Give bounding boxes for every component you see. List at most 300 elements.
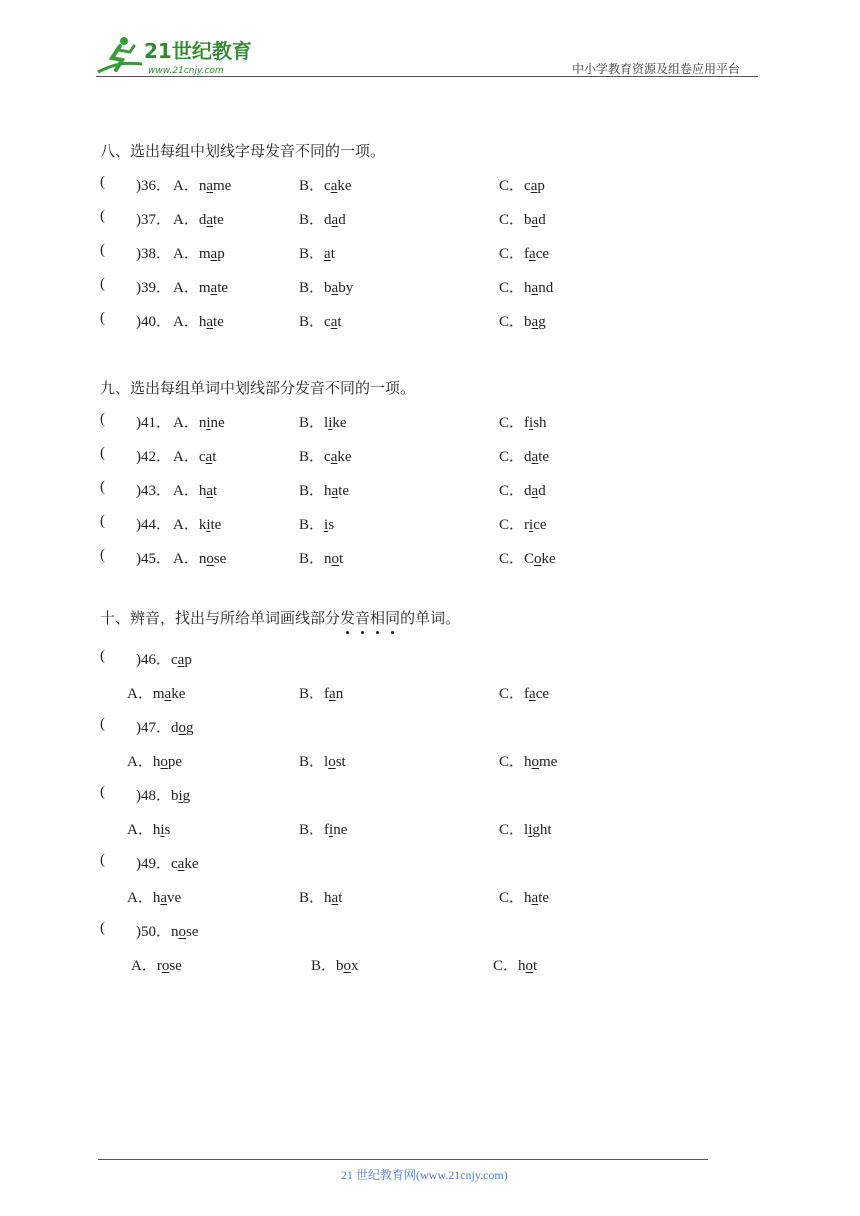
emphasis-char: 相: [370, 611, 386, 627]
option-b[interactable]: [299, 276, 353, 297]
word-prefix: b: [524, 212, 532, 228]
answer-blank-paren: (: [100, 852, 105, 868]
option-label: C．: [499, 517, 525, 533]
answer-blank-paren: (: [100, 242, 105, 258]
underlined-letter: i: [206, 415, 211, 431]
word-suffix: by: [338, 280, 354, 296]
word-suffix: me: [539, 754, 558, 770]
option-word: [524, 178, 545, 194]
option-label: B．: [299, 212, 325, 228]
option-label: B．: [299, 449, 325, 465]
word-suffix: ke: [184, 856, 199, 872]
option-c[interactable]: [499, 208, 546, 229]
option-label: C．: [499, 686, 525, 702]
option-word: [324, 449, 352, 465]
answer-blank-paren: (: [100, 310, 105, 326]
question-stem: [136, 784, 190, 805]
option-a[interactable]: [173, 411, 225, 432]
question-number: )44．: [136, 517, 171, 533]
given-word: [171, 924, 199, 940]
underlined-letter: i: [529, 517, 534, 533]
question-number: )48．: [136, 788, 171, 804]
underlined-letter: a: [177, 856, 185, 872]
question-number: )43．: [136, 483, 171, 499]
question-number: )47．: [136, 720, 171, 736]
word-suffix: ke: [337, 178, 352, 194]
underlined-letter: a: [164, 686, 172, 702]
option-b[interactable]: [299, 310, 342, 331]
option-b[interactable]: [299, 479, 349, 500]
option-a[interactable]: [173, 242, 225, 263]
option-label: B．: [299, 314, 325, 330]
option-b[interactable]: [299, 242, 335, 263]
option-word: [153, 822, 171, 838]
word-prefix: d: [524, 449, 532, 465]
option-label: A．: [127, 686, 153, 702]
option-word: [524, 822, 552, 838]
underlined-letter: a: [206, 212, 214, 228]
underlined-letter: a: [531, 314, 539, 330]
word-prefix: b: [524, 314, 532, 330]
word-prefix: h: [198, 314, 207, 330]
word-suffix: te: [338, 483, 350, 499]
option-label: C．: [499, 483, 525, 499]
option-word: [336, 958, 359, 974]
question-number: )38．: [136, 246, 171, 262]
answer-blank-paren: (: [100, 513, 105, 529]
underlined-letter: i: [160, 822, 165, 838]
word-prefix: l: [324, 754, 329, 770]
option-word: [324, 686, 343, 702]
option-word: [524, 212, 546, 228]
option-label: A．: [131, 958, 157, 974]
section-title: 八、选出每组中划线字母发音不同的一项。: [100, 144, 386, 160]
word-prefix: d: [198, 212, 207, 228]
word-suffix: pe: [167, 754, 183, 770]
option-label: A．: [173, 551, 199, 567]
underlined-letter: a: [329, 686, 336, 702]
underlined-letter: a: [531, 449, 539, 465]
word-prefix: c: [324, 449, 331, 465]
option-label: C．: [499, 551, 525, 567]
option-a[interactable]: [173, 445, 216, 466]
option-c[interactable]: [499, 445, 549, 466]
option-a[interactable]: [131, 954, 182, 975]
underlined-letter: a: [206, 483, 214, 499]
option-label: C．: [499, 890, 525, 906]
question-stem: [136, 716, 194, 737]
option-label: B．: [299, 754, 325, 770]
word-suffix: ke: [332, 415, 347, 431]
option-label: C．: [499, 212, 525, 228]
option-word: [524, 890, 549, 906]
option-a[interactable]: [173, 276, 228, 297]
option-a[interactable]: [173, 310, 224, 331]
word-suffix: t: [338, 890, 343, 906]
answer-blank-paren: (: [100, 445, 105, 461]
underlined-letter: a: [331, 483, 339, 499]
underlined-letter: a: [160, 890, 168, 906]
word-prefix: m: [198, 280, 211, 296]
option-b[interactable]: [299, 513, 334, 534]
answer-blank-paren: (: [100, 648, 105, 664]
option-word: [524, 517, 547, 533]
underlined-letter: o: [331, 551, 340, 567]
option-label: A．: [173, 517, 199, 533]
word-suffix: d: [338, 212, 346, 228]
footer-text: 21 世纪教育网(www.21cnjy.com): [341, 1168, 508, 1182]
word-suffix: ght: [532, 822, 552, 838]
word-suffix: te: [538, 449, 550, 465]
option-word: [324, 483, 349, 499]
header-divider: [96, 76, 758, 77]
option-a[interactable]: [173, 513, 221, 534]
option-b[interactable]: [299, 411, 347, 432]
word-prefix: l: [524, 822, 529, 838]
option-c[interactable]: [499, 750, 557, 771]
option-label: A．: [173, 178, 199, 194]
option-c[interactable]: [499, 513, 547, 534]
option-label: C．: [499, 415, 525, 431]
svg-text:www.21cnjy.com: www.21cnjy.com: [148, 66, 224, 76]
option-word: [524, 449, 549, 465]
question-number: )50．: [136, 924, 171, 940]
option-word: [324, 822, 347, 838]
word-prefix: n: [324, 551, 332, 567]
question-number: )37．: [136, 212, 171, 228]
option-word: [324, 551, 343, 567]
option-label: B．: [299, 415, 325, 431]
option-word: [518, 958, 537, 974]
word-suffix: se: [213, 551, 227, 567]
option-word: [199, 178, 232, 194]
underlined-letter: a: [529, 246, 536, 262]
word-prefix: n: [198, 178, 207, 194]
underlined-letter: a: [177, 652, 185, 668]
word-prefix: c: [524, 178, 531, 194]
option-word: [199, 517, 222, 533]
question-number: )46．: [136, 652, 171, 668]
question-number: )42．: [136, 449, 171, 465]
word-prefix: c: [171, 652, 178, 668]
word-prefix: b: [171, 788, 179, 804]
underlined-letter: a: [529, 686, 536, 702]
word-prefix: r: [524, 517, 530, 533]
given-word: [171, 652, 192, 668]
underlined-letter: o: [178, 720, 186, 736]
option-word: [324, 890, 342, 906]
option-word: [324, 754, 346, 770]
underlined-letter: a: [210, 280, 218, 296]
option-word: [524, 280, 553, 296]
word-suffix: ce: [535, 246, 550, 262]
option-word: [199, 449, 217, 465]
option-word: [153, 890, 181, 906]
underlined-letter: o: [328, 754, 336, 770]
word-suffix: n: [335, 686, 344, 702]
word-prefix: d: [524, 483, 532, 499]
word-prefix: C: [524, 551, 535, 567]
option-b[interactable]: [299, 818, 347, 839]
question-number: )39．: [136, 280, 171, 296]
answer-blank-paren: (: [100, 479, 105, 495]
option-word: [524, 754, 557, 770]
underlined-letter: a: [324, 246, 331, 262]
underlined-letter: a: [331, 890, 339, 906]
underlined-letter: i: [324, 517, 329, 533]
underlined-letter: o: [525, 958, 534, 974]
option-label: A．: [173, 212, 199, 228]
answer-blank-paren: (: [100, 920, 105, 936]
word-prefix: h: [152, 822, 161, 838]
word-suffix: te: [213, 212, 224, 228]
title-text: 的单词。: [400, 611, 461, 627]
word-suffix: ke: [541, 551, 556, 567]
option-label: A．: [173, 449, 199, 465]
option-b[interactable]: [299, 886, 342, 907]
underlined-letter: i: [529, 415, 534, 431]
option-c[interactable]: [499, 174, 545, 195]
option-label: C．: [499, 314, 525, 330]
option-a[interactable]: [127, 818, 170, 839]
underlined-letter: i: [206, 517, 211, 533]
runner-logo-icon: [94, 34, 264, 78]
word-suffix: t: [212, 449, 217, 465]
option-c[interactable]: [499, 479, 546, 500]
word-prefix: f: [524, 246, 530, 262]
word-prefix: f: [524, 415, 530, 431]
word-prefix: h: [524, 890, 532, 906]
word-suffix: s: [328, 517, 335, 533]
footer-divider: [98, 1159, 708, 1160]
option-a[interactable]: [127, 750, 182, 771]
option-c[interactable]: [499, 818, 552, 839]
option-label: B．: [299, 517, 325, 533]
option-label: B．: [299, 890, 325, 906]
word-prefix: m: [198, 246, 211, 262]
underlined-letter: a: [331, 280, 339, 296]
word-prefix: d: [324, 212, 332, 228]
underlined-letter: a: [531, 483, 539, 499]
option-word: [153, 686, 186, 702]
word-prefix: c: [171, 856, 178, 872]
word-suffix: ce: [533, 517, 547, 533]
underlined-letter: o: [178, 924, 186, 940]
word-prefix: n: [198, 551, 207, 567]
option-label: B．: [299, 246, 325, 262]
option-a[interactable]: [173, 174, 231, 195]
option-label: B．: [299, 822, 325, 838]
option-label: B．: [299, 483, 325, 499]
word-prefix: f: [324, 686, 330, 702]
option-word: [524, 314, 546, 330]
word-prefix: b: [336, 958, 344, 974]
option-a[interactable]: [173, 479, 217, 500]
option-label: B．: [299, 686, 325, 702]
question-number: )40．: [136, 314, 171, 330]
emphasis-char: 音: [355, 611, 371, 627]
underlined-letter: i: [329, 822, 334, 838]
word-suffix: ke: [171, 686, 186, 702]
word-suffix: t: [339, 551, 344, 567]
option-c[interactable]: [499, 682, 549, 703]
option-b[interactable]: [299, 208, 346, 229]
word-suffix: g: [182, 788, 191, 804]
option-word: [199, 551, 227, 567]
word-suffix: st: [335, 754, 346, 770]
option-word: [153, 754, 182, 770]
option-word: [199, 483, 217, 499]
word-prefix: c: [324, 178, 331, 194]
option-b[interactable]: [299, 174, 352, 195]
option-label: A．: [173, 246, 199, 262]
question-number: )36．: [136, 178, 171, 194]
underlined-letter: a: [531, 280, 539, 296]
underlined-letter: a: [205, 449, 213, 465]
word-suffix: ve: [167, 890, 182, 906]
option-word: [324, 314, 342, 330]
answer-blank-paren: (: [100, 784, 105, 800]
answer-blank-paren: (: [100, 174, 105, 190]
question-number: )45．: [136, 551, 171, 567]
answer-blank-paren: (: [100, 208, 105, 224]
word-suffix: sh: [533, 415, 547, 431]
option-label: B．: [311, 958, 337, 974]
option-word: [524, 415, 547, 431]
option-label: B．: [299, 178, 325, 194]
word-suffix: p: [537, 178, 545, 194]
underlined-letter: o: [343, 958, 352, 974]
site-logo: [94, 34, 264, 78]
option-label: B．: [299, 551, 325, 567]
underlined-letter: a: [206, 314, 214, 330]
option-c[interactable]: [493, 954, 537, 975]
option-word: [324, 517, 334, 533]
option-word: [199, 212, 224, 228]
underlined-letter: a: [206, 178, 214, 194]
option-c[interactable]: [499, 310, 546, 331]
underlined-letter: a: [530, 178, 538, 194]
option-word: [199, 415, 225, 431]
option-b[interactable]: [311, 954, 359, 975]
option-word: [157, 958, 182, 974]
word-suffix: d: [538, 483, 546, 499]
option-a[interactable]: [127, 682, 185, 703]
question-stem: [136, 920, 199, 941]
option-a[interactable]: [127, 886, 181, 907]
underlined-letter: i: [328, 415, 333, 431]
option-c[interactable]: [499, 242, 549, 263]
option-a[interactable]: [173, 208, 224, 229]
option-word: [524, 483, 546, 499]
underlined-letter: a: [330, 178, 338, 194]
underlined-letter: a: [330, 449, 338, 465]
header-platform-text: 中小学教育资源及组卷应用平台: [572, 62, 741, 76]
section-title: [100, 607, 460, 628]
option-b[interactable]: [299, 750, 346, 771]
given-word: [171, 720, 194, 736]
answer-blank-paren: (: [100, 276, 105, 292]
underlined-letter: o: [531, 754, 540, 770]
word-prefix: f: [524, 686, 530, 702]
option-word: [524, 246, 549, 262]
section-title: 九、选出每组单词中划线部分发音不同的一项。: [100, 381, 416, 397]
option-label: B．: [299, 280, 325, 296]
word-suffix: s: [164, 822, 171, 838]
option-b[interactable]: [299, 547, 343, 568]
word-prefix: m: [152, 686, 165, 702]
word-prefix: c: [324, 314, 331, 330]
word-prefix: h: [324, 890, 332, 906]
word-prefix: d: [171, 720, 179, 736]
option-label: A．: [127, 890, 153, 906]
option-label: C．: [499, 178, 525, 194]
option-label: A．: [173, 314, 199, 330]
word-suffix: te: [538, 890, 550, 906]
option-c[interactable]: [499, 886, 549, 907]
question-stem: [136, 648, 192, 669]
option-c[interactable]: [499, 276, 553, 297]
underlined-letter: a: [331, 212, 339, 228]
option-c[interactable]: [499, 547, 556, 568]
option-word: [199, 280, 228, 296]
answer-blank-paren: (: [100, 547, 105, 563]
option-word: [324, 415, 347, 431]
word-suffix: x: [351, 958, 359, 974]
word-prefix: k: [198, 517, 207, 533]
title-text: 十、辨音，找出与所给单词画线部分: [100, 611, 341, 627]
answer-blank-paren: (: [100, 716, 105, 732]
option-a[interactable]: [173, 547, 226, 568]
answer-blank-paren: (: [100, 411, 105, 427]
word-suffix: p: [217, 246, 225, 262]
option-label: A．: [173, 483, 199, 499]
word-suffix: ne: [333, 822, 348, 838]
option-word: [324, 212, 346, 228]
option-word: [324, 178, 352, 194]
given-word: [171, 788, 190, 804]
word-suffix: nd: [538, 280, 554, 296]
option-label: C．: [499, 822, 525, 838]
option-word: [524, 551, 556, 567]
option-label: C．: [493, 958, 519, 974]
word-suffix: ne: [210, 415, 225, 431]
word-prefix: h: [152, 754, 161, 770]
word-suffix: ce: [535, 686, 550, 702]
option-label: A．: [173, 415, 199, 431]
word-prefix: h: [324, 483, 332, 499]
option-c[interactable]: [499, 411, 547, 432]
option-word: [199, 246, 225, 262]
option-b[interactable]: [299, 682, 343, 703]
word-suffix: g: [538, 314, 546, 330]
option-b[interactable]: [299, 445, 352, 466]
underlined-letter: a: [531, 212, 539, 228]
underlined-letter: a: [531, 890, 539, 906]
question-number: )41．: [136, 415, 171, 431]
underlined-letter: o: [206, 551, 214, 567]
word-prefix: h: [524, 280, 532, 296]
word-suffix: t: [337, 314, 342, 330]
word-prefix: h: [152, 890, 161, 906]
word-suffix: me: [213, 178, 232, 194]
underlined-letter: o: [160, 754, 168, 770]
word-prefix: h: [198, 483, 207, 499]
question-number: )49．: [136, 856, 171, 872]
given-word: [171, 856, 199, 872]
option-label: C．: [499, 449, 525, 465]
option-word: [524, 686, 549, 702]
